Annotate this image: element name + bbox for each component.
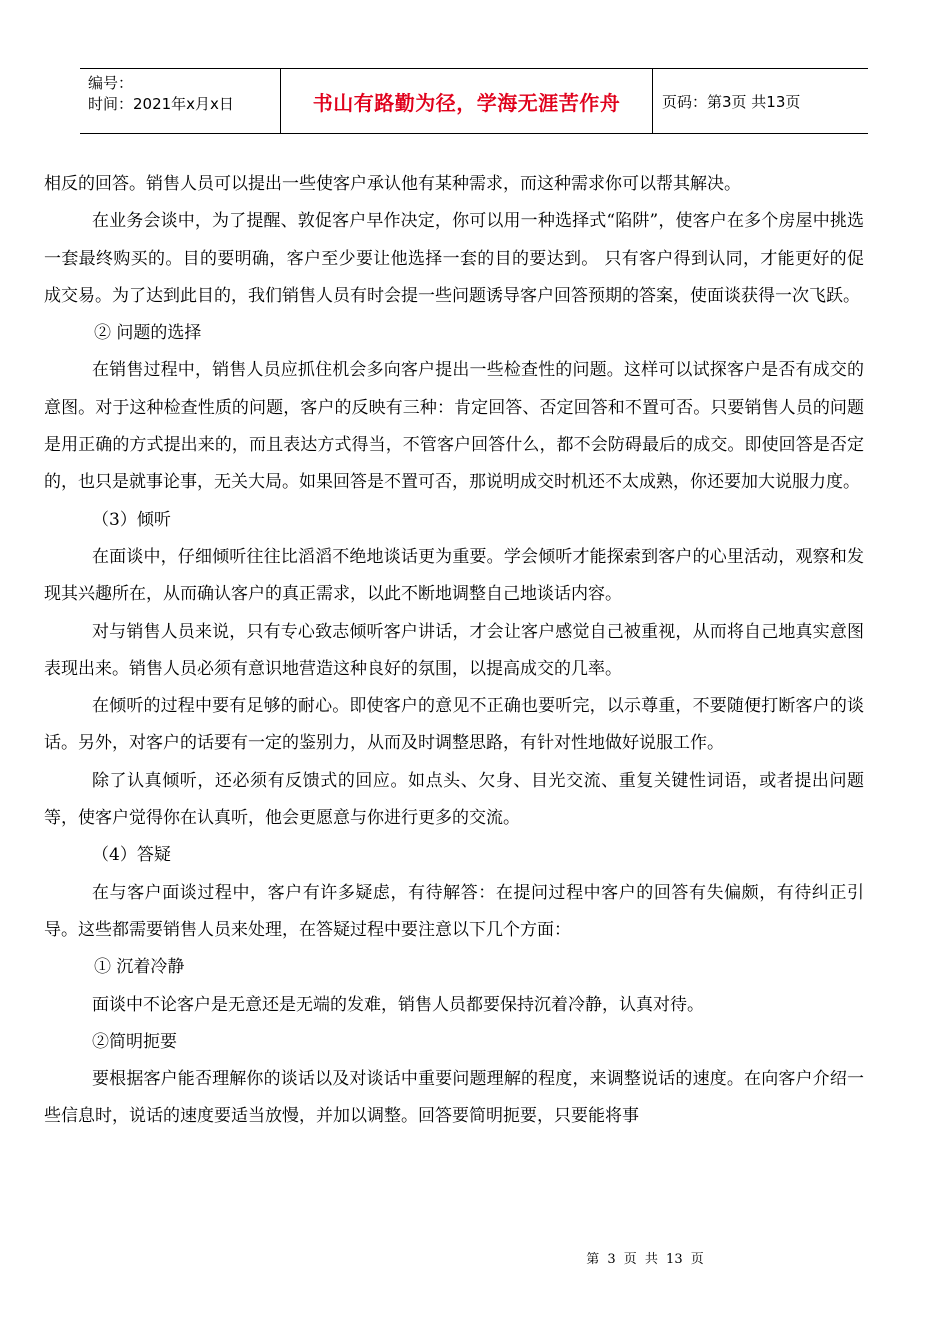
paragraph: 在销售过程中，销售人员应抓住机会多向客户提出一些检查性的问题。这样可以试探客户是否有成交的意图。对于这种检查性质的问题，客户的反映有三种：肯定回答、否定回答和不置可否。只要销售人员的问题是用正确的方式提出来的，而且表达方式得当，不管客户回答什么，都不会防碍最后的成交。即使回答是否定的，也只是就事论事，无关大局。如果回答是不置可否，那说明成交时机还不太成熟，你还要加大说服力度。 xyxy=(44,360,864,493)
subheading: ① 沉着冷静 xyxy=(94,957,185,978)
document-number-label: 编号： xyxy=(88,74,134,92)
document-body xyxy=(44,166,864,1136)
paragraph: 在倾听的过程中要有足够的耐心。即使客户的意见不正确也要听完，以示尊重，不要随便打断客户的谈话。另外，对客户的话要有一定的鉴别力，从而及时调整思路，有针对性地做好说服工作。 xyxy=(44,696,864,754)
page-header xyxy=(80,68,868,134)
subheading: （4）答疑 xyxy=(92,845,171,866)
paragraph: 要根据客户能否理解你的谈话以及对谈话中重要问题理解的程度，来调整说话的速度。在向客户介绍一些信息时，说话的速度要适当放慢，并加以调整。回答要简明扼要，只要能将事 xyxy=(44,1069,864,1127)
paragraph: 在与客户面谈过程中，客户有许多疑虑，有待解答：在提问过程中客户的回答有失偏颇，有待纠正引导。这些都需要销售人员来处理，在答疑过程中要注意以下几个方面： xyxy=(44,882,864,940)
footer-page-number: 第 3 页 共 13 页 xyxy=(586,1252,704,1267)
paragraph: 相反的回答。销售人员可以提出一些使客户承认他有某种需求，而这种需求你可以帮其解决。 xyxy=(44,174,741,194)
subheading: （3）倾听 xyxy=(92,509,171,530)
header-motto: 书山有路勤为径，学海无涯苦作舟 xyxy=(281,69,653,133)
header-page-info: 页码：第3页 共13页 xyxy=(662,92,801,111)
paragraph: 对与销售人员来说，只有专心致志倾听客户讲话，才会让客户感觉自己被重视，从而将自己地真实意图表现出来。销售人员必须有意识地营造这种良好的氛围，以提高成交的几率。 xyxy=(44,621,864,679)
subheading: ②简明扼要 xyxy=(92,1031,177,1052)
paragraph: 面谈中不论客户是无意还是无端的发难，销售人员都要保持沉着冷静，认真对待。 xyxy=(92,994,704,1015)
header-meta xyxy=(80,69,281,133)
paragraph: 除了认真倾听，还必须有反馈式的回应。如点头、欠身、目光交流、重复关键性词语，或者提出问题等，使客户觉得你在认真听，他会更愿意与你进行更多的交流。 xyxy=(44,770,864,829)
subheading: ② 问题的选择 xyxy=(94,323,202,344)
paragraph: 在面谈中，仔细倾听往往比滔滔不绝地谈话更为重要。学会倾听才能探索到客户的心里活动，观察和发现其兴趣所在，从而确认客户的真正需求，以此不断地调整自己地谈话内容。 xyxy=(44,546,864,605)
paragraph: 在业务会谈中，为了提醒、敦促客户早作决定，你可以用一种选择式“陷阱”，使客户在多个房屋中挑选一套最终购买的。目的要明确，客户至少要让他选择一套的目的要达到。 只有客户得到认同，才能更好的促成交易。为了达到此目的，我们销售人员有时会提一些问题诱导客户回答预期的答案，使面谈获得一次飞跃。 xyxy=(44,211,864,306)
page-footer xyxy=(0,1248,950,1267)
document-time-label: 时间：2021年x月x日 xyxy=(88,95,234,113)
